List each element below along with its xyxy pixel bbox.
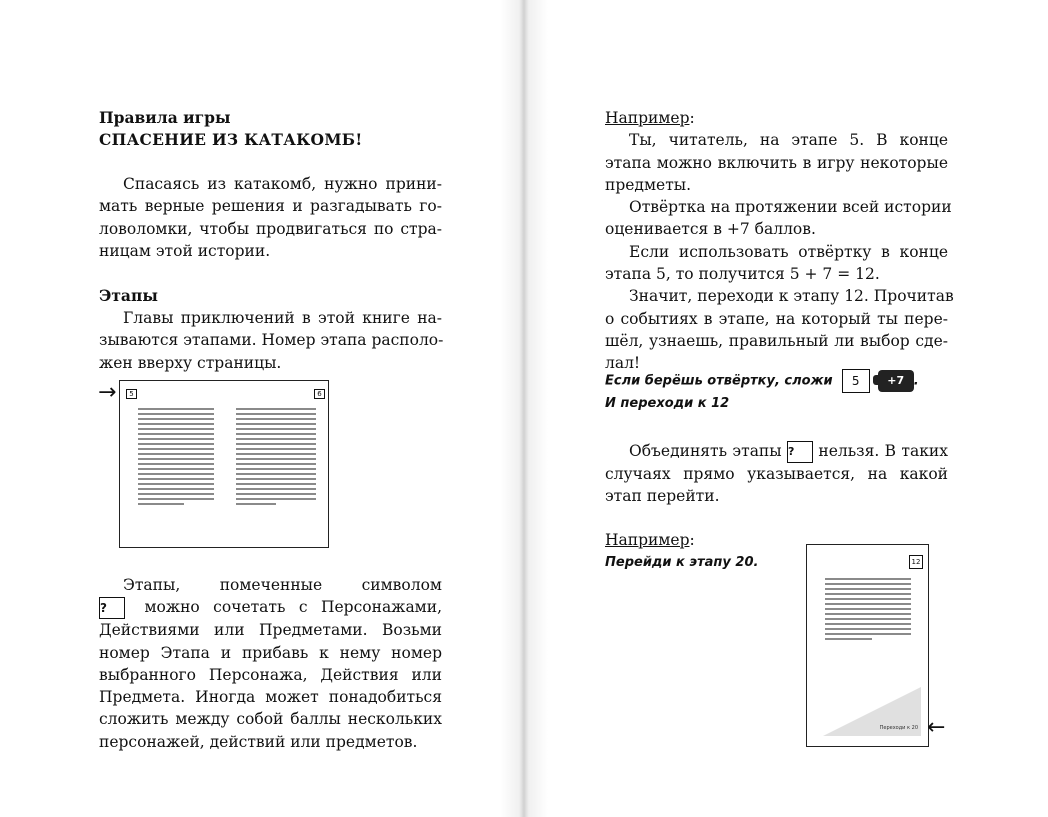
next-line: Значит, переходи к этапу 12. Прочитав xyxy=(629,287,954,306)
intro-line: ницам этой истории. xyxy=(99,241,271,260)
stages-heading: Этапы xyxy=(99,286,158,305)
stages-paragraph xyxy=(99,307,442,374)
example2-colon: : xyxy=(689,531,695,549)
example2-label-text: Например xyxy=(605,531,690,549)
combine-text: можно сочетать с Персонажами, xyxy=(144,598,442,617)
example-line: Ты, читатель, на этапе 5. В конце xyxy=(629,131,948,150)
thumb-page-number-left: 5 xyxy=(126,389,137,399)
no-combine-line xyxy=(605,440,948,463)
example-spread-thumbnail xyxy=(119,380,329,548)
thumb-text-left xyxy=(138,405,214,508)
intro-paragraph xyxy=(99,173,442,262)
question-box-icon: ? xyxy=(787,441,813,463)
example-line: предметы. xyxy=(605,175,692,194)
combine-line xyxy=(99,574,442,596)
combine-paragraph xyxy=(99,574,442,753)
stages-line: жен вверху страницы. xyxy=(99,353,282,372)
no-combine-text: Объединять этапы xyxy=(629,442,782,460)
thumb-corner-shading xyxy=(807,545,928,746)
arrow-left-icon: ← xyxy=(927,715,946,740)
example2-label xyxy=(605,529,695,551)
combine-word: помеченные xyxy=(219,576,323,594)
next-line: шёл, узнаешь, правильный ли выбор сде- xyxy=(605,331,948,350)
stages-line: Главы приключений в этой книге на- xyxy=(123,309,442,327)
intro-line: Спасаясь из катакомб, нужно прини- xyxy=(123,175,442,193)
puzzle-tab-icon xyxy=(873,375,881,385)
hint-text: Если берёшь отвёртку, сложи xyxy=(605,373,833,389)
intro-line: ловоломки, чтобы продвигаться по стра- xyxy=(99,219,442,238)
combine-line: выбранного Персонажа, Действия или xyxy=(99,665,442,684)
right-page xyxy=(524,0,1048,817)
example-label xyxy=(605,107,948,129)
hint-dot: . xyxy=(913,373,919,389)
next-line: о событиях в этапе, на который ты пере- xyxy=(605,309,948,328)
screwdriver-line: Отвёртка на протяжении всей истории xyxy=(629,198,952,217)
stages-line: зываются этапами. Номер этапа располо- xyxy=(99,331,444,350)
example-colon: : xyxy=(689,109,695,127)
thumb-page-number: 12 xyxy=(909,555,923,569)
no-combine-paragraph xyxy=(605,440,948,508)
combine-line: персонажей, действий или предметов. xyxy=(99,732,418,751)
rules-title: Правила игры xyxy=(99,108,231,127)
combine-line xyxy=(99,596,442,619)
example-paragraph xyxy=(605,107,954,375)
intro-line: мать верные решения и разгадывать го- xyxy=(99,197,442,216)
example-line: этапа можно включить в игру некоторые xyxy=(605,153,948,172)
goto-text: Перейди к этапу 20. xyxy=(605,555,759,570)
combine-word: символом xyxy=(361,576,442,594)
next-line: лал! xyxy=(605,354,641,373)
combine-word: Этапы, xyxy=(123,576,181,594)
combine-line: сложить между собой баллы нескольких xyxy=(99,710,442,729)
book-gutter xyxy=(500,0,548,817)
screwdriver-badge-value: +7 xyxy=(887,374,905,387)
no-combine-line: этап перейти. xyxy=(605,487,720,506)
combine-line: Предмета. Иногда может понадобиться xyxy=(99,688,442,707)
example-label-text: Например xyxy=(605,109,690,127)
example-page-thumbnail xyxy=(806,544,929,747)
puzzle-question-icon: ? xyxy=(99,597,125,619)
thumb-page-number-right: 6 xyxy=(314,389,325,399)
thumb-goto-text: Переходи к 20 xyxy=(879,725,918,731)
hint-line xyxy=(605,369,919,395)
hint-stage-box: 5 xyxy=(842,369,870,393)
screwdriver-badge xyxy=(878,370,914,392)
screwdriver-line: оценивается в +7 баллов. xyxy=(605,220,816,239)
use-line: Если использовать отвёртку в конце xyxy=(629,242,948,261)
combine-line: номер Этапа и прибавь к нему номер xyxy=(99,643,442,662)
arrow-right-icon: → xyxy=(98,380,117,405)
hint-line-2: И переходи к 12 xyxy=(605,396,730,411)
thumb-text-right xyxy=(236,405,316,508)
no-combine-text: нельзя. В таких xyxy=(818,442,948,460)
use-line: этапа 5, то получится 5 + 7 = 12. xyxy=(605,265,880,284)
combine-line: Действиями или Предметами. Возьми xyxy=(99,621,442,640)
no-combine-line: случаях прямо указывается, на какой xyxy=(605,465,948,483)
rules-heading: СПАСЕНИЕ ИЗ КАТАКОМБ! xyxy=(99,130,363,149)
